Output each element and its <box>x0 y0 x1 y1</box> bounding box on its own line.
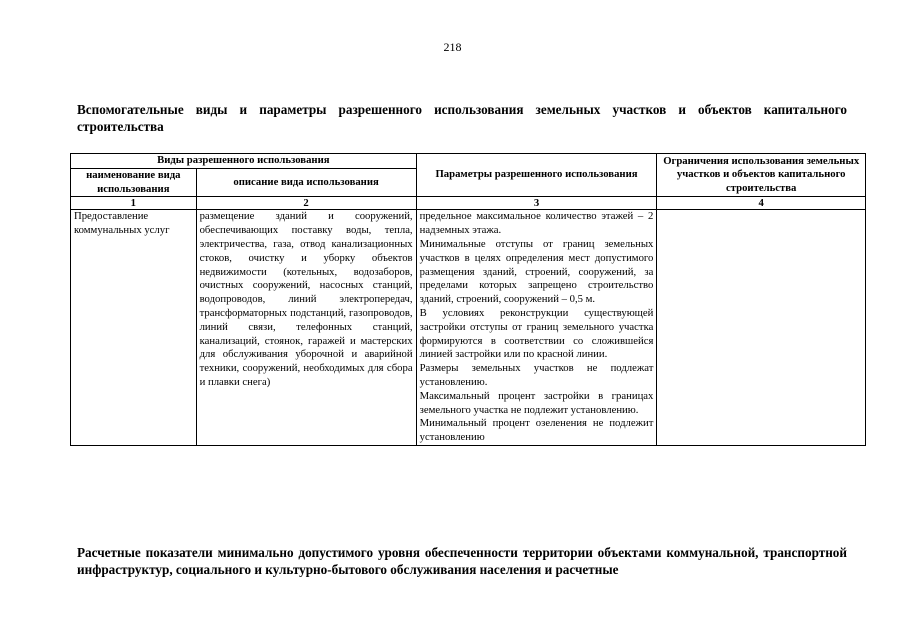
column-number-3: 3 <box>416 197 657 210</box>
use-name-line: Предоставление <box>74 210 149 223</box>
use-description-text: размещение зданий и сооружений, обеспечивающих поставку воды, тепла, электричества, газа, отвод канализационных стоков, очистку и уборку объектов недвижимости (котельных, водозаборов, очистных сооружений, насосных станций, водопроводов, линий электропередач, трансформаторных подстанций, газопроводов, линий связи, телефонных станций, канализаций, стоянок, гаражей и мастерских для обслуживания уборочной и аварийной техники, сооружений, необходимых для сбора и плавки снега) <box>199 210 413 388</box>
parameter-paragraph: Минимальные отступы от границ земельных участков в целях определения мест допустимого размещения зданий, строений, сооружений, за пределами которых запрещено строительство зданий, строений, сооружений – 0,5 м. <box>419 237 654 306</box>
header-restrictions: Ограничения использования земельных участков и объектов капитального строительства <box>657 154 866 197</box>
page-number: 218 <box>443 40 462 54</box>
parameter-paragraph: В условиях реконструкции существующей застройки отступы от границ земельного участка формируются в соответствии со сложившейся линией застройки или по красной линии. <box>419 306 654 361</box>
cell-use-name <box>71 210 197 446</box>
column-number-2: 2 <box>196 197 416 210</box>
column-number-1: 1 <box>71 197 197 210</box>
permitted-use-table <box>70 153 866 446</box>
table-row <box>71 210 866 446</box>
header-use-description: описание вида использования <box>196 168 416 197</box>
parameter-paragraph: предельное максимальное количество этажей – 2 надземных этажа. <box>419 210 654 237</box>
cell-use-description <box>196 210 416 446</box>
cell-restrictions <box>657 210 866 446</box>
parameter-paragraph: Размеры земельных участков не подлежат установлению. <box>419 362 654 388</box>
use-name-line: коммунальных услуг <box>74 224 170 237</box>
column-number-4: 4 <box>657 197 866 210</box>
section-heading: Расчетные показатели минимально допустимого уровня обеспеченности территории объектами коммунальной, транспортной инфраструктур, социального и культурно-бытового обслуживания населения и расчетные <box>77 545 847 577</box>
section-heading: Вспомогательные виды и параметры разрешенного использования земельных участков и объектов капитального строительства <box>77 102 847 134</box>
parameter-paragraph: Минимальный процент озеленения не подлежит установлению <box>419 417 654 444</box>
header-group-permitted-uses: Виды разрешенного использования <box>71 154 417 169</box>
parameter-paragraph: Максимальный процент застройки в границах земельного участка не подлежит установлению. <box>419 389 654 416</box>
cell-parameters <box>416 210 657 446</box>
header-use-name: наименование вида использования <box>71 168 197 197</box>
header-parameters: Параметры разрешенного использования <box>416 154 657 197</box>
